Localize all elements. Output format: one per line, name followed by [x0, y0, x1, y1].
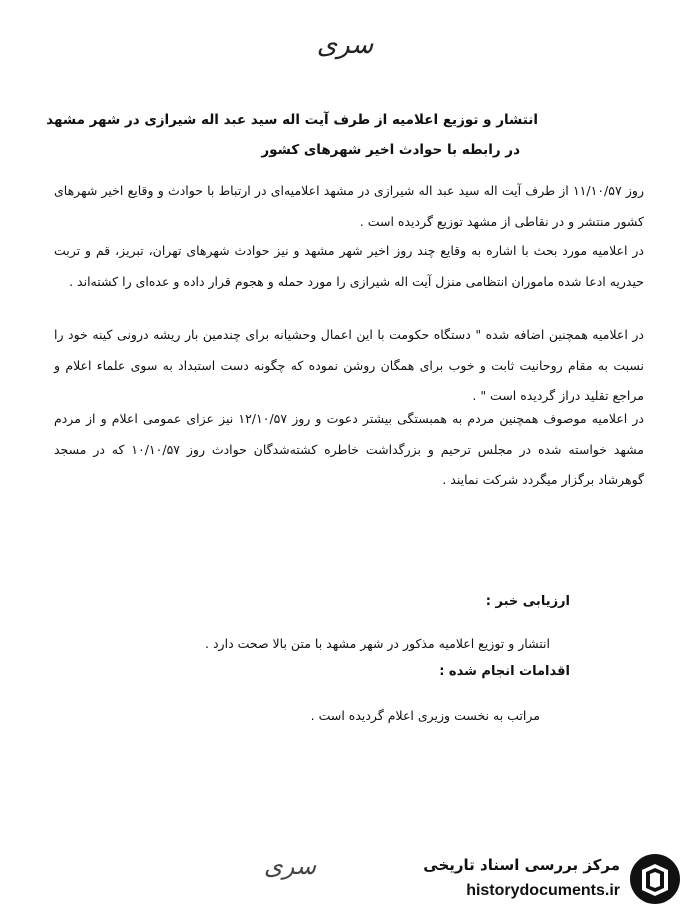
actions-text: مراتب به نخست وزیری اعلام گردیده است . — [310, 708, 540, 723]
actions-label: اقدامات انجام شده : — [439, 664, 570, 679]
actions-section — [439, 664, 570, 679]
evaluation-text: انتشار و توزیع اعلامیه مذکور در شهر مشهد با متن بالا صحت دارد . — [205, 636, 550, 651]
body-paragraph-1: روز ۱۱/۱۰/۵۷ از طرف آیت اله سید عبد اله شیرازی در مشهد اعلامیه‌ای در ارتباط با حوادث و وقایع اخیر شهرهای کشور منتشر و در نقاطی از مشهد توزیع گردیده است . — [54, 183, 644, 229]
body-paragraph-4: در اعلامیه موصوف همچنین مردم به همبستگی بیشتر دعوت و روز ۱۲/۱۰/۵۷ نیز عزای عمومی اعلام و از مردم مشهد خواسته شده در مجلس ترحیم و بزرگداشت خاطره کشته‌شدگان حوادث روز ۱۰/۱۰/۵۷ که در مسجد گوهرشاد برگزار میگردد شرکت نمایند . — [54, 411, 645, 487]
evaluation-section — [486, 594, 570, 609]
document-title-line-2: در رابطه با حوادث اخیر شهرهای کشور — [261, 142, 520, 158]
classification-stamp-top: سری — [316, 30, 374, 60]
archive-logo-icon — [628, 852, 682, 906]
archive-url: historydocuments.ir — [466, 882, 620, 899]
classification-stamp-bottom: سری — [263, 852, 317, 880]
document-title-line-1: انتشار و توزیع اعلامیه از طرف آیت اله سید عبد اله شیرازی در شهر مشهد — [46, 112, 538, 128]
body-paragraph-3: در اعلامیه همچنین اضافه شده " دستگاه حکومت با این اعمال وحشیانه برای چندمین بار ریشه درونی کینه خود را نسبت به مقام روحانیت ثابت و خوب برای همگان روشن نموده که چگونه دست استبداد به سوی علماء اعلام و مراجع تقلید دراز گردیده است " . — [54, 327, 644, 403]
body-paragraph-2: در اعلامیه مورد بحث با اشاره به وقایع چند روز اخیر شهر مشهد و نیز حوادث شهرهای تهران، تبریز، قم و تربت حیدریه ادعا شده ماموران انتظامی منزل آیت اله شیرازی را مورد حمله و هجوم قرار داده و عده‌ای را کشته‌اند . — [54, 243, 644, 289]
archive-name: مرکز بررسی اسناد تاریخی — [423, 856, 620, 874]
evaluation-label: ارزیابی خبر : — [485, 594, 570, 609]
archive-watermark — [416, 850, 686, 910]
